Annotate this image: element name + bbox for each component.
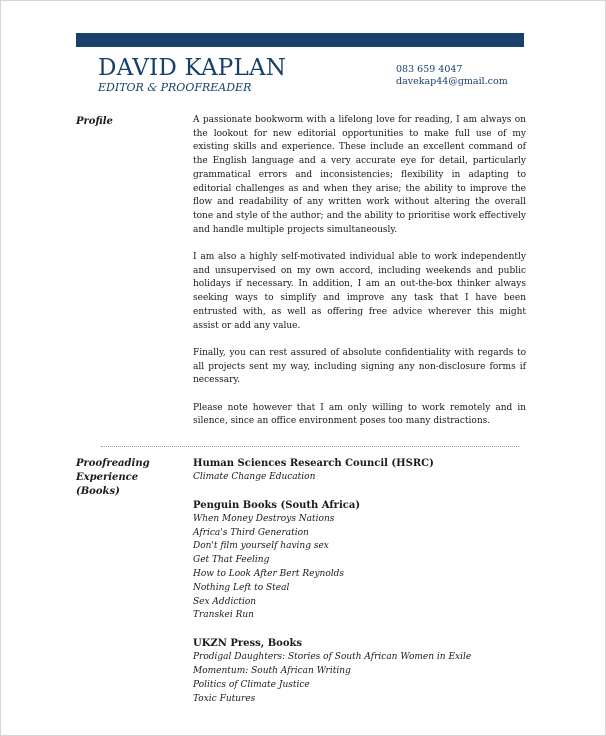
phone-number: 083 659 4047	[396, 64, 463, 75]
employer-group	[193, 456, 526, 485]
book-title: Momentum: South African Writing	[193, 665, 351, 676]
profile-paragraph: A passionate bookworm with a lifelong love for reading, I am always on the lookout for new editorial opportunities to make full use of my existing skills and experience. These include an excellent command of the English language and a very accurate eye for detail, particularly grammatical errors and inconsistencies; flexibility in adapting to editorial challenges as and when they arise; the ability to improve the flow and readability of any written work without altering the overall tone and style of the author; and the ability to prioritise work effectively and handle multiple projects simultaneously.	[193, 115, 526, 235]
employer-name: UKZN Press, Books	[193, 638, 303, 650]
email-address[interactable]: davekap44@gmail.com	[396, 76, 508, 87]
header-accent-bar	[76, 33, 524, 47]
candidate-name: DAVID KAPLAN	[98, 55, 287, 81]
profile-paragraph: I am also a highly self-motivated individual able to work independently and unsupervised on my own accord, including weekends and public holidays if necessary. In addition, I am an out-the-box thinker always seeking ways to simplify and improve any task that I have been entrusted with, as well as offering free advice wherever this might assist or add any value.	[193, 252, 526, 331]
book-title: Toxic Futures	[193, 693, 256, 704]
book-title: How to Look After Bert Reynolds	[193, 568, 345, 579]
profile-paragraph: Please note however that I am only willing to work remotely and in silence, since an office environment poses too many distractions.	[193, 402, 526, 427]
experience-heading: Proofreading Experience (Books)	[76, 458, 150, 497]
book-title: Prodigal Daughters: Stories of South African Women in Exile	[193, 652, 472, 663]
profile-section	[193, 114, 526, 443]
book-title: Don't film yourself having sex	[193, 541, 329, 552]
book-title: Transkei Run	[193, 610, 254, 621]
profile-paragraph: Finally, you can rest assured of absolute confidentiality with regards to all projects sent my way, including signing any non-disclosure forms if necessary.	[193, 347, 526, 386]
book-title: Politics of Climate Justice	[193, 679, 310, 690]
profile-heading: Profile	[76, 116, 113, 127]
book-title: Sex Addiction	[193, 596, 257, 607]
experience-section	[193, 456, 526, 719]
employer-group	[193, 498, 526, 623]
book-title: Climate Change Education	[193, 472, 316, 482]
employer-name: Penguin Books (South Africa)	[193, 499, 361, 511]
book-title: Get That Feeling	[193, 555, 270, 566]
book-title: When Money Destroys Nations	[193, 513, 335, 524]
candidate-title: EDITOR & PROOFREADER	[98, 81, 252, 94]
book-title: Nothing Left to Steal	[193, 582, 290, 593]
employer-group	[193, 636, 526, 706]
book-title: Africa's Third Generation	[193, 527, 309, 538]
employer-name: Human Sciences Research Council (HSRC)	[193, 458, 434, 469]
section-divider	[101, 446, 519, 447]
